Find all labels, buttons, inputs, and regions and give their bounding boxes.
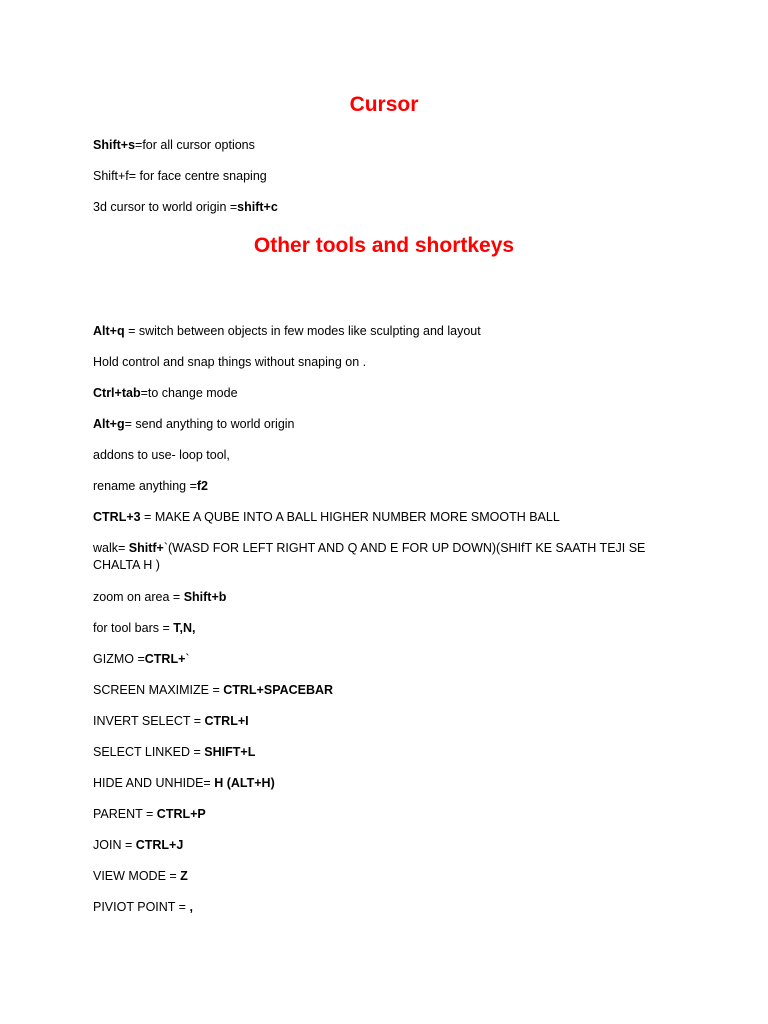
line-zoom-area: zoom on area = Shift+b <box>93 590 227 604</box>
line-alt-g: Alt+g= send anything to world origin <box>93 417 295 431</box>
line-alt-q: Alt+q = switch between objects in few modes like sculpting and layout <box>93 324 481 338</box>
line-shift-s: Shift+s=for all cursor options <box>93 138 255 152</box>
line-pivot-point: PIVIOT POINT = , <box>93 900 193 914</box>
line-3d-cursor: 3d cursor to world origin =shift+c <box>93 200 278 214</box>
line-screen-maximize: SCREEN MAXIMIZE = CTRL+SPACEBAR <box>93 683 334 697</box>
line-parent: PARENT = CTRL+P <box>93 807 206 821</box>
heading-cursor: Cursor <box>349 93 419 116</box>
line-hide-unhide: HIDE AND UNHIDE= H (ALT+H) <box>93 776 275 790</box>
line-addons: addons to use- loop tool, <box>93 448 230 462</box>
heading-other-tools: Other tools and shortkeys <box>253 234 515 257</box>
line-rename: rename anything =f2 <box>93 479 209 493</box>
line-view-mode: VIEW MODE = Z <box>93 869 188 883</box>
line-hold-control: Hold control and snap things without snaping on . <box>93 355 367 369</box>
line-ctrl-3: CTRL+3 = MAKE A QUBE INTO A BALL HIGHER NUMBER MORE SMOOTH BALL <box>93 510 560 524</box>
line-invert-select: INVERT SELECT = CTRL+I <box>93 714 249 728</box>
line-tool-bars: for tool bars = T,N, <box>93 621 196 635</box>
line-join: JOIN = CTRL+J <box>93 838 184 852</box>
line-gizmo: GIZMO =CTRL+` <box>93 652 190 666</box>
line-walk: walk= Shitf+`(WASD FOR LEFT RIGHT AND Q AND E FOR UP DOWN)(SHIfT KE SAATH TEJI SE CHALTA H ) <box>93 541 646 572</box>
line-ctrl-tab: Ctrl+tab=to change mode <box>93 386 238 400</box>
line-shift-f: Shift+f= for face centre snaping <box>93 169 267 183</box>
line-select-linked: SELECT LINKED = SHIFT+L <box>93 745 256 759</box>
